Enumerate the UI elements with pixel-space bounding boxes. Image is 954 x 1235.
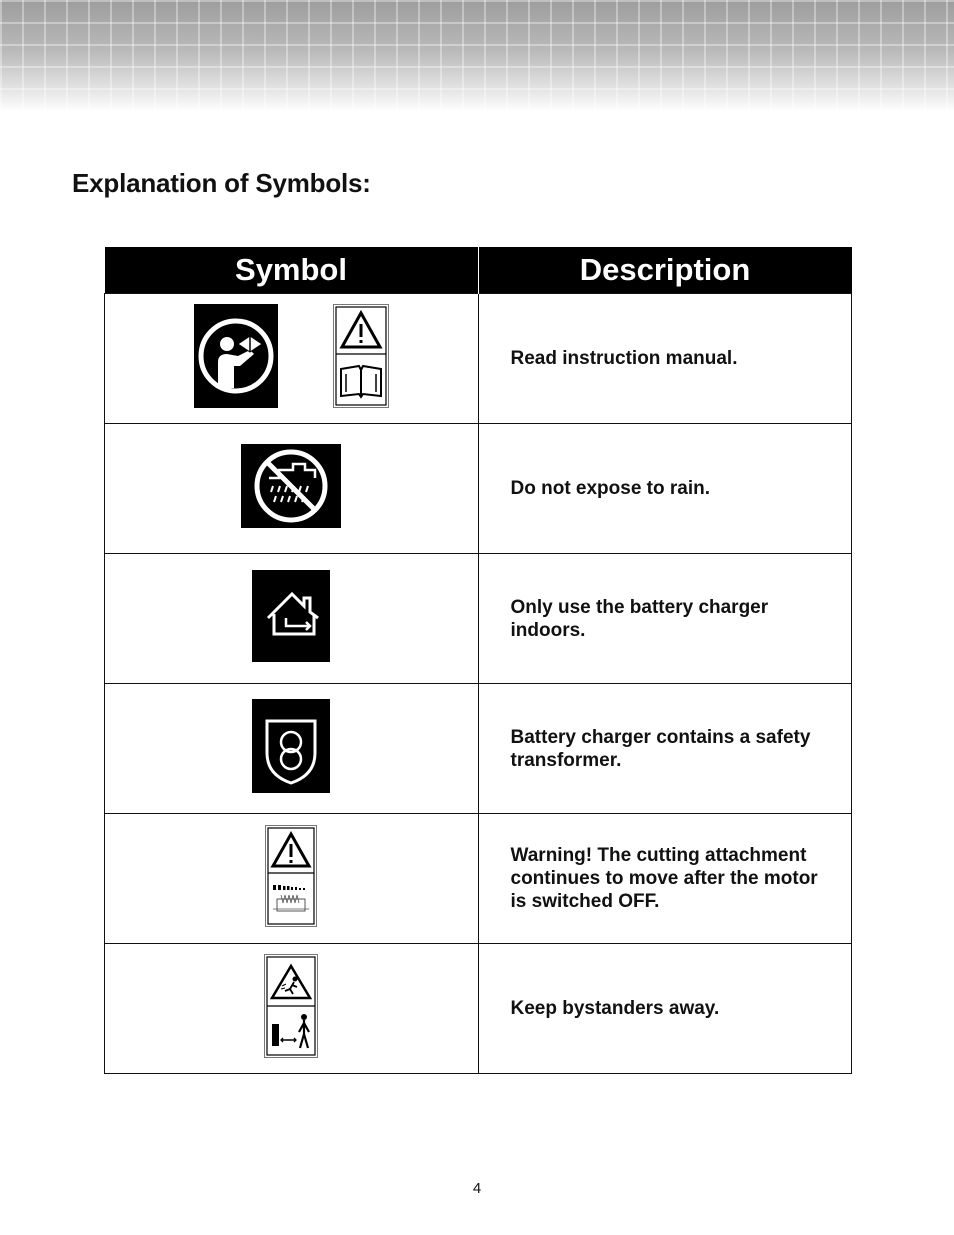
description-cell: Battery charger contains a safety transformer. bbox=[478, 684, 852, 814]
read-manual-icon bbox=[194, 304, 278, 408]
table-row bbox=[105, 424, 852, 554]
warning-manual-icon bbox=[333, 304, 389, 408]
table-row bbox=[105, 684, 852, 814]
column-header-symbol: Symbol bbox=[105, 247, 479, 294]
keep-bystanders-away-icon bbox=[264, 954, 318, 1058]
column-header-description: Description bbox=[478, 247, 852, 294]
description-cell: Only use the battery charger indoors. bbox=[478, 554, 852, 684]
table-header-row bbox=[105, 247, 852, 294]
symbol-cell bbox=[105, 294, 479, 424]
description-cell: Read instruction manual. bbox=[478, 294, 852, 424]
symbol-cell bbox=[105, 424, 479, 554]
symbol-cell bbox=[105, 554, 479, 684]
symbol-cell bbox=[105, 814, 479, 944]
page-title: Explanation of Symbols: bbox=[72, 168, 371, 198]
page-number: 4 bbox=[472, 1180, 482, 1197]
no-rain-icon bbox=[241, 444, 341, 528]
description-cell: Keep bystanders away. bbox=[478, 944, 852, 1074]
symbol-cell bbox=[105, 944, 479, 1074]
cutting-attachment-warning-icon bbox=[265, 825, 317, 927]
symbols-table bbox=[104, 247, 852, 1074]
description-cell: Warning! The cutting attachment continues to move after the motor is switched OFF. bbox=[478, 814, 852, 944]
header-band bbox=[0, 0, 954, 112]
indoor-use-icon bbox=[252, 570, 330, 662]
table-row bbox=[105, 944, 852, 1074]
description-cell: Do not expose to rain. bbox=[478, 424, 852, 554]
table-row bbox=[105, 554, 852, 684]
table-row bbox=[105, 294, 852, 424]
safety-transformer-icon bbox=[252, 699, 330, 793]
table-row bbox=[105, 814, 852, 944]
symbol-cell bbox=[105, 684, 479, 814]
